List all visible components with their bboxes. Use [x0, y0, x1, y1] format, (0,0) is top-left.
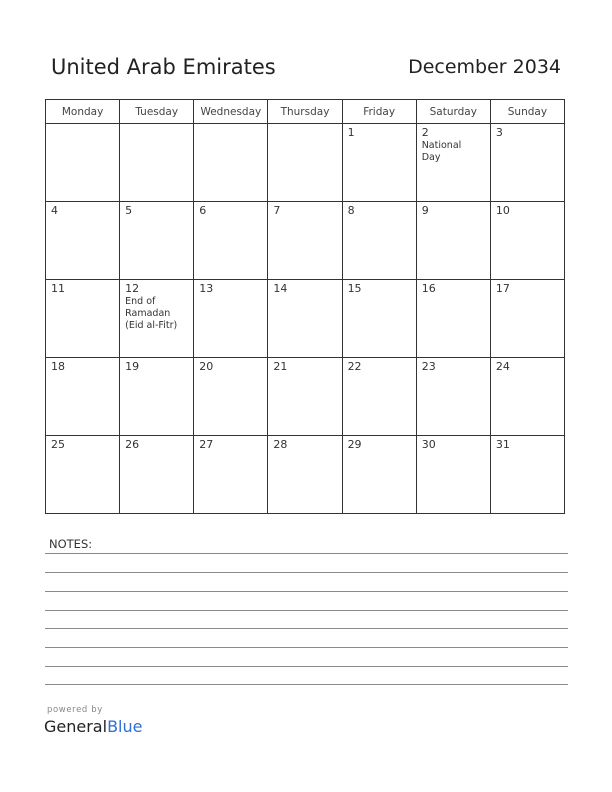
day-number: 7	[273, 204, 281, 217]
day-number: 23	[421, 360, 436, 373]
notes-label: NOTES:	[49, 537, 93, 551]
day-number: 18	[51, 360, 65, 373]
country-title: United Arab Emirates	[51, 55, 276, 79]
note-line	[45, 591, 568, 592]
note-line	[45, 553, 568, 554]
day-cell	[268, 280, 342, 358]
day-number: 28	[273, 438, 288, 451]
day-number: 8	[347, 204, 355, 217]
note-line	[45, 684, 568, 685]
day-cell	[46, 124, 120, 202]
day-number: 13	[199, 282, 214, 295]
day-cell	[268, 202, 342, 280]
day-number: 12	[125, 282, 140, 295]
day-number: 11	[51, 282, 65, 295]
day-cell	[342, 124, 416, 202]
day-cell	[120, 124, 194, 202]
day-cell	[490, 124, 564, 202]
day-cell	[46, 436, 120, 514]
day-number: 31	[495, 438, 510, 451]
weekday-header: Sunday	[490, 100, 564, 124]
day-number: 3	[495, 126, 503, 139]
note-line	[45, 628, 568, 629]
note-line	[45, 666, 568, 667]
day-cell	[490, 280, 564, 358]
weekday-header: Thursday	[268, 100, 342, 124]
weekday-header: Tuesday	[120, 100, 194, 124]
day-number: 19	[125, 360, 140, 373]
calendar-grid	[45, 99, 565, 514]
powered-by-text: powered by	[47, 705, 103, 715]
week-row	[46, 358, 565, 436]
day-cell	[342, 436, 416, 514]
day-cell	[416, 280, 490, 358]
day-cell	[342, 358, 416, 436]
day-cell	[342, 202, 416, 280]
day-cell	[416, 358, 490, 436]
week-row	[46, 202, 565, 280]
weekday-header: Friday	[342, 100, 416, 124]
day-cell	[342, 280, 416, 358]
note-line	[45, 647, 568, 648]
day-cell	[268, 358, 342, 436]
day-cell	[194, 436, 268, 514]
day-cell	[268, 436, 342, 514]
day-cell	[490, 202, 564, 280]
week-row	[46, 280, 565, 358]
generalblue-logo	[44, 717, 142, 736]
week-row	[46, 124, 565, 202]
day-number: 6	[199, 204, 207, 217]
note-line	[45, 572, 568, 573]
day-number	[120, 124, 193, 126]
day-number: 22	[347, 360, 362, 373]
day-number: 21	[273, 360, 288, 373]
week-row	[46, 436, 565, 514]
holiday-label: End of Ramadan (Eid al-Fitr)	[125, 296, 178, 331]
weekday-header: Monday	[46, 100, 120, 124]
brand-general-text: General	[44, 717, 108, 736]
day-number: 26	[125, 438, 140, 451]
day-number: 9	[421, 204, 429, 217]
day-number	[268, 124, 341, 126]
day-number: 14	[273, 282, 288, 295]
day-cell	[120, 358, 194, 436]
day-cell	[416, 202, 490, 280]
day-number: 24	[495, 360, 510, 373]
day-number: 29	[347, 438, 362, 451]
day-number: 2	[421, 126, 429, 139]
day-number: 27	[199, 438, 214, 451]
month-title: December 2034	[408, 56, 561, 78]
note-line	[45, 610, 568, 611]
day-cell	[268, 124, 342, 202]
day-cell	[490, 358, 564, 436]
day-number: 5	[125, 204, 133, 217]
brand-blue-text: Blue	[107, 717, 143, 736]
day-cell	[194, 280, 268, 358]
day-cell	[416, 436, 490, 514]
day-number: 16	[421, 282, 436, 295]
day-cell	[490, 436, 564, 514]
weekday-header-row	[46, 100, 565, 124]
day-number	[194, 124, 267, 126]
day-cell	[46, 202, 120, 280]
day-cell	[120, 436, 194, 514]
weekday-header: Wednesday	[194, 100, 268, 124]
day-number: 25	[51, 438, 65, 451]
day-cell	[194, 358, 268, 436]
day-cell	[194, 124, 268, 202]
day-number: 1	[347, 126, 355, 139]
day-cell	[46, 280, 120, 358]
day-number: 17	[495, 282, 510, 295]
day-cell	[120, 280, 194, 358]
day-cell	[120, 202, 194, 280]
weekday-header: Saturday	[416, 100, 490, 124]
day-number	[46, 124, 119, 126]
day-number: 30	[421, 438, 436, 451]
day-number: 4	[51, 204, 58, 217]
day-number: 20	[199, 360, 214, 373]
day-cell	[416, 124, 490, 202]
day-number: 10	[495, 204, 510, 217]
holiday-label: National Day	[421, 140, 462, 163]
day-cell	[194, 202, 268, 280]
day-cell	[46, 358, 120, 436]
day-number: 15	[347, 282, 362, 295]
